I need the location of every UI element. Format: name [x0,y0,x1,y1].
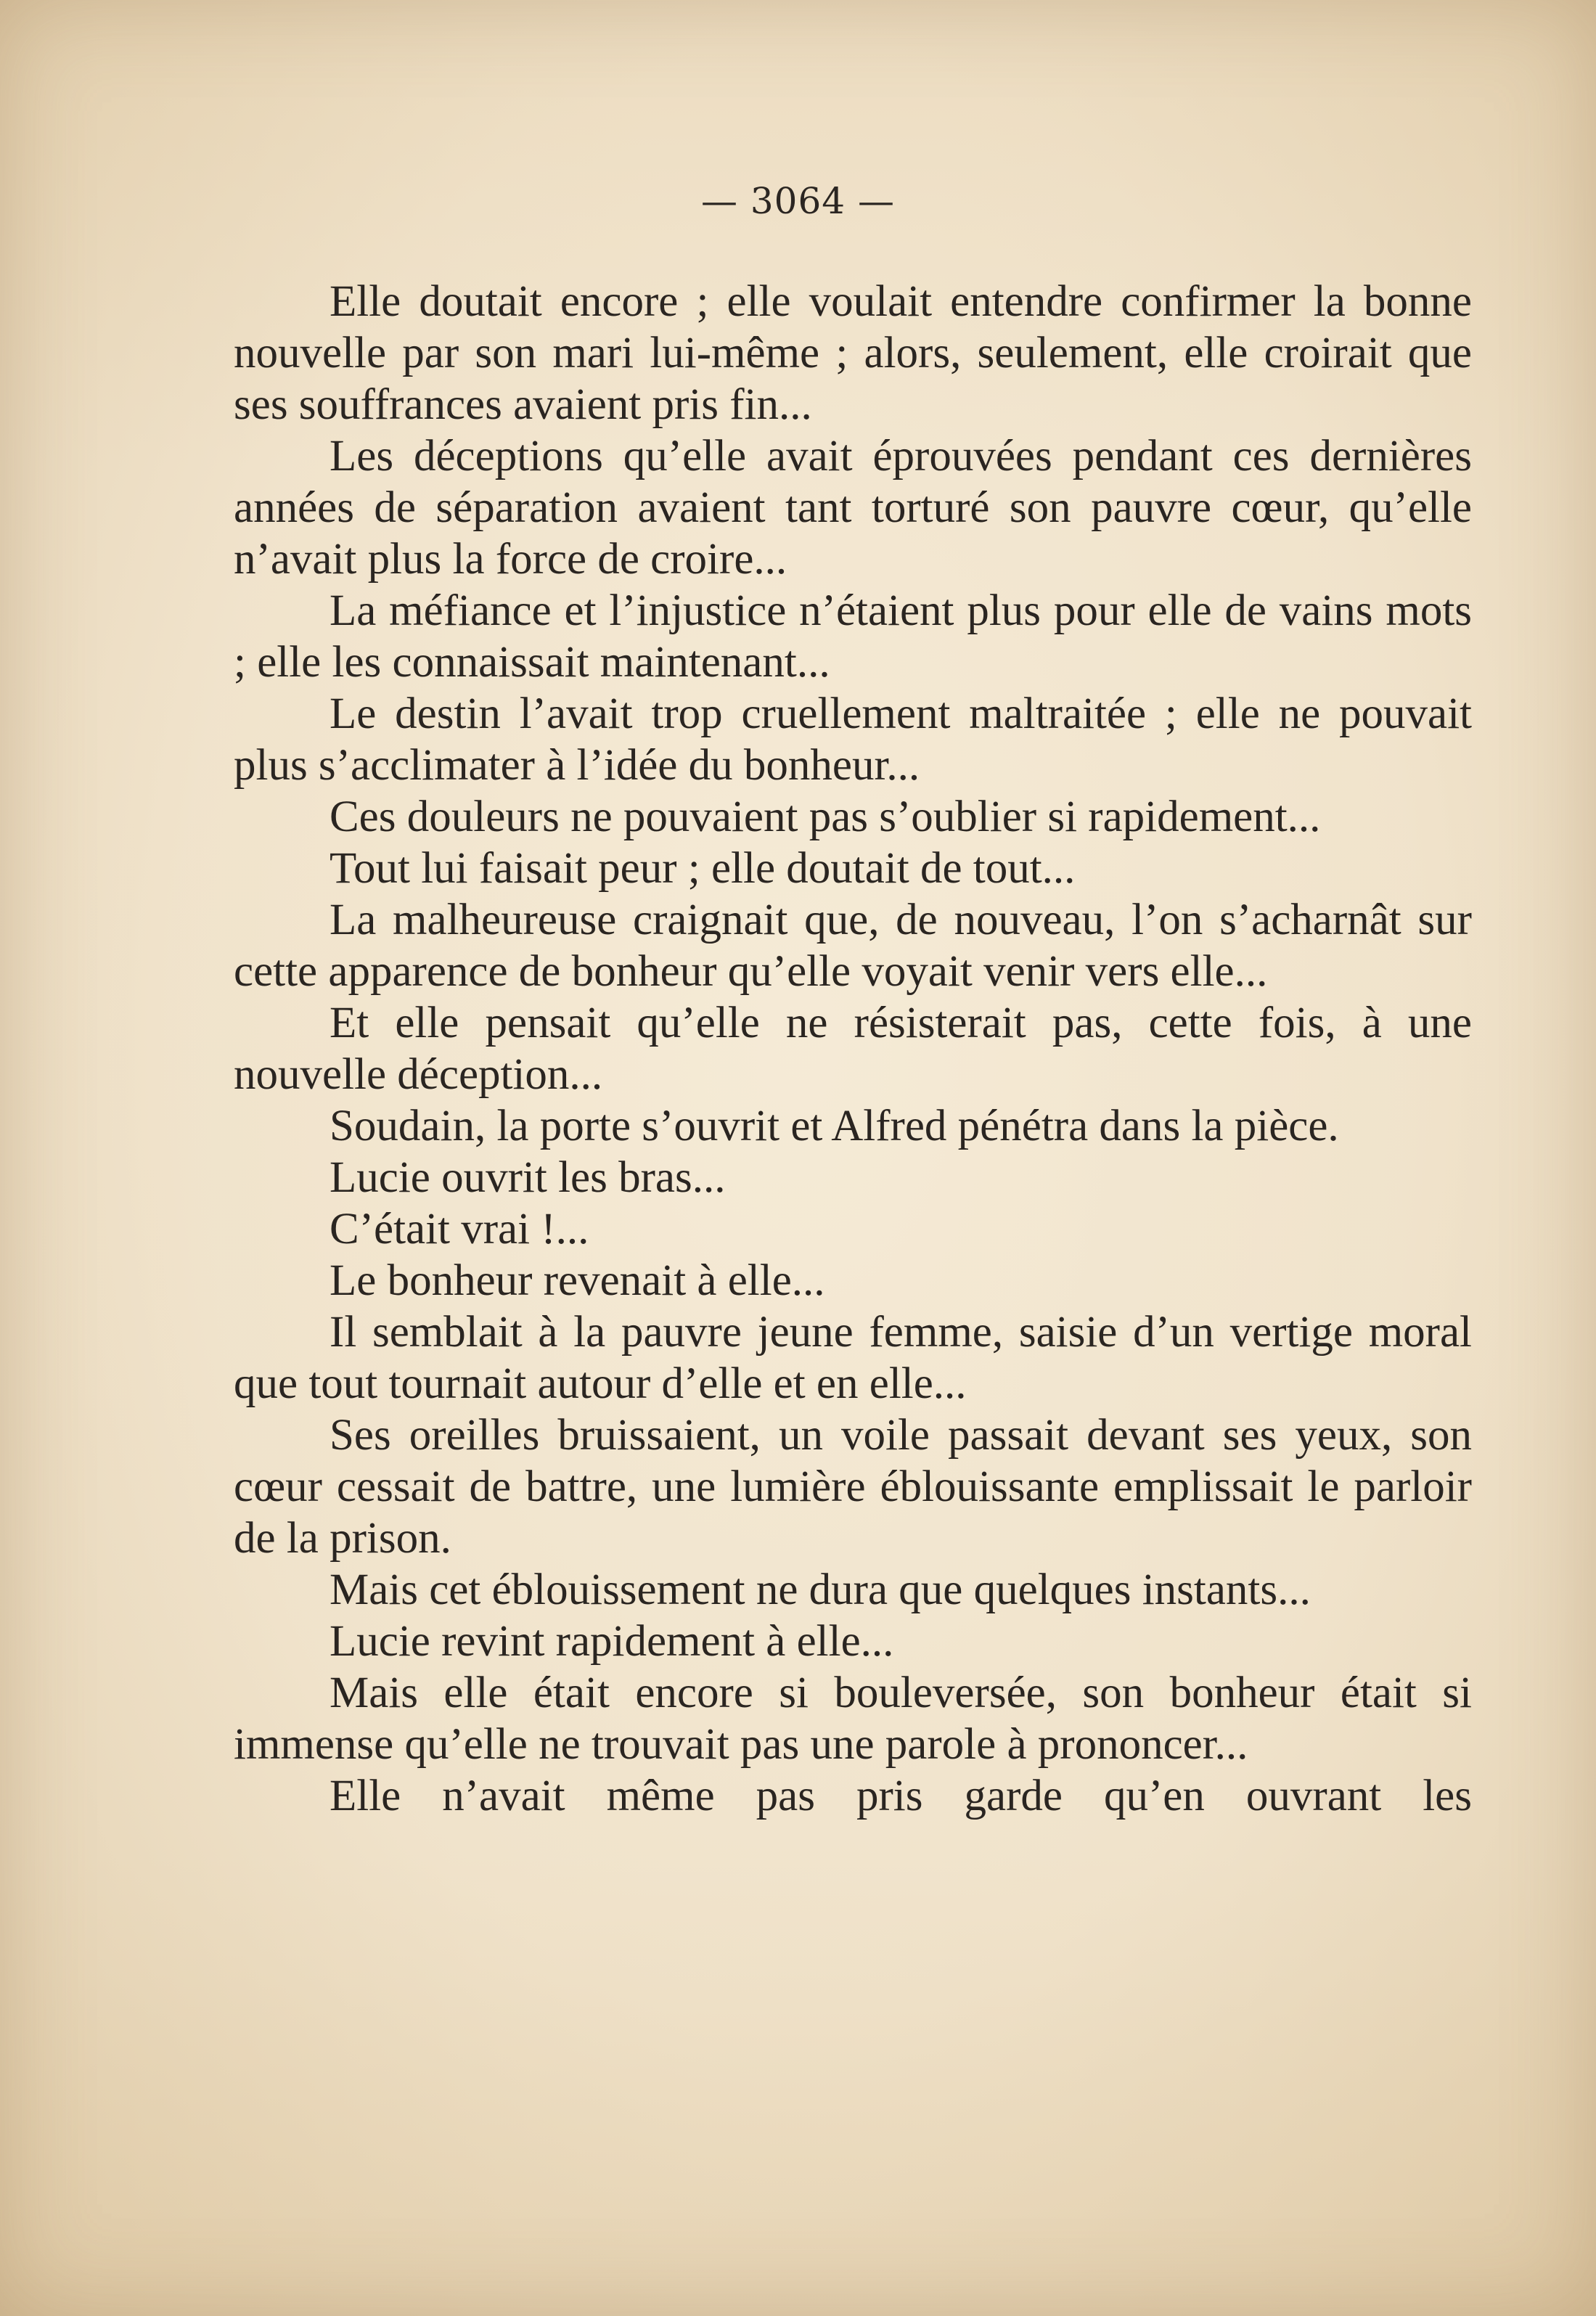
paragraph: C’était vrai !... [330,1205,589,1253]
paragraph: Lucie ouvrit les bras... [330,1153,726,1202]
paragraph: Il semblait à la pauvre jeune femme, saisie d’un vertige moral que tout tournait autour d’elle et en elle... [234,1308,1472,1408]
paragraph: Les déceptions qu’elle avait éprouvées pendant ces dernières années de séparation avaient tant torturé son pauvre cœur, qu’elle n’avait plus la force de croire... [234,432,1472,584]
paragraph: Ses oreilles bruissaient, un voile passait devant ses yeux, son cœur cessait de battre, une lumière éblouissante emplissait le parloir de la prison. [234,1411,1472,1563]
paragraph: Lucie revint rapidement à elle... [330,1617,894,1666]
paragraph: La malheureuse craignait que, de nouveau, l’on s’acharnât sur cette apparence de bonheur qu’elle voyait venir vers elle... [234,896,1472,996]
body-text [234,276,1472,1822]
paragraph: Ces douleurs ne pouvaient pas s’oublier si rapidement... [330,793,1321,841]
paragraph-continued: Elle n’avait même pas pris garde qu’en ouvrant les [330,1772,1472,1820]
paragraph: Mais cet éblouissement ne dura que quelques instants... [330,1566,1311,1614]
paragraph: Elle doutait encore ; elle voulait entendre confirmer la bonne nouvelle par son mari lui-même ; alors, seulement, elle croirait que ses souffrances avaient pris fin... [234,277,1472,429]
paragraph: La méfiance et l’injustice n’étaient plus pour elle de vains mots ; elle les connaissait maintenant... [234,586,1472,687]
paragraph: Soudain, la porte s’ouvrit et Alfred pénétra dans la pièce. [330,1102,1339,1150]
paragraph: Le bonheur revenait à elle... [330,1256,825,1305]
page-number: — 3064 — [700,180,896,222]
paragraph: Mais elle était encore si bouleversée, son bonheur était si immense qu’elle ne trouvait pas une parole à prononcer... [234,1669,1472,1769]
paragraph: Le destin l’avait trop cruellement maltraitée ; elle ne pouvait plus s’acclimater à l’idée du bonheur... [234,690,1472,790]
paragraph: Et elle pensait qu’elle ne résisterait pas, cette fois, à une nouvelle déception... [234,999,1472,1099]
paragraph: Tout lui faisait peur ; elle doutait de tout... [330,844,1076,893]
